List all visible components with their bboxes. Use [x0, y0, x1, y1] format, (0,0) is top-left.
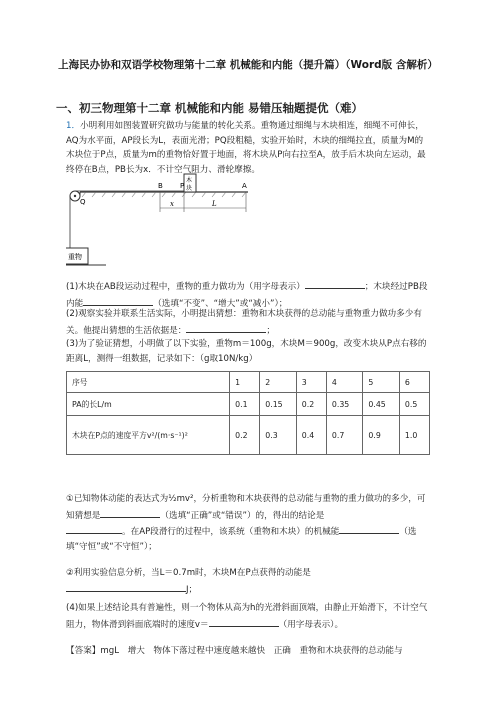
table-cell: 1.0 — [399, 416, 429, 455]
table-cell: 0.9 — [363, 416, 400, 455]
point-A: A — [242, 182, 247, 190]
sub-question-3: (3)为了验证猜想，小明做了以下实验，重物m＝100g，木块M＝900g，改变木块从P点右移的距离L，测得一组数据，记录如下：（g取10N/kg） — [66, 339, 427, 364]
table-header-cell: 6 — [399, 372, 429, 393]
table-header-row — [67, 372, 430, 393]
table-cell: 0.3 — [260, 416, 297, 455]
table-header-cell: 4 — [326, 372, 363, 393]
table-header-cell: 5 — [363, 372, 400, 393]
table-cell: 0.2 — [230, 416, 260, 455]
sub-question-2: (2)观察实验并联系生活实际，小明提出猜想：重物和木块获得的总动能与重物重力做功多少有关。他提出猜想的生活依据是： ； — [66, 309, 422, 336]
table-cell: 0.35 — [326, 393, 363, 416]
table-cell: 0.15 — [260, 393, 297, 416]
point-P: P — [180, 182, 185, 190]
data-table — [66, 371, 430, 455]
answer-blank[interactable] — [66, 581, 186, 592]
answer-blank[interactable] — [186, 322, 266, 333]
table-header-cell: 3 — [296, 372, 326, 393]
table-row — [67, 393, 430, 416]
table-cell: 0.1 — [230, 393, 260, 416]
L-dimension: L — [212, 200, 217, 208]
question-intro — [66, 119, 430, 177]
table-cell: 0.5 — [399, 393, 429, 416]
answer-blank[interactable] — [209, 616, 279, 627]
answer-blank[interactable] — [305, 278, 365, 289]
page-title: 上海民办协和双语学校物理第十二章 机械能和内能（提升篇）（Word版 含解析） — [58, 59, 438, 71]
weight-label: 重物 — [68, 253, 82, 261]
sub-question-1: (1)木块在AB段运动过程中，重物的重力做功为（用字母表示） ；木块经过PB段内能 （选填“不变”、“增大”或“减小”）； — [66, 278, 430, 311]
table-row-label: PA的长L/m — [67, 393, 230, 416]
table-row — [67, 416, 430, 455]
block-label-2: 块 — [186, 185, 193, 192]
table-cell: 0.45 — [363, 393, 400, 416]
section-heading: 一、初三物理第十二章 机械能和内能 易错压轴题提优（难） — [56, 101, 364, 115]
table-row-label: 木块在P点的速度平方v²/(m·s⁻¹)² — [67, 416, 230, 455]
table-header-cell: 1 — [230, 372, 260, 393]
table-cell: 0.4 — [296, 416, 326, 455]
answer-blank[interactable] — [83, 295, 153, 306]
point-Q: Q — [80, 198, 86, 206]
answer-text: mgL 增大 物体下落过程中速度越来越快 正确 重物和木块获得的总动能与 — [100, 646, 403, 656]
answer-line — [66, 644, 430, 659]
question-number: 1． — [66, 121, 81, 131]
answer-blank[interactable] — [66, 523, 122, 534]
block-label-1: 木 — [186, 177, 193, 184]
table-header-cell: 序号 — [67, 372, 230, 393]
table-cell: 0.2 — [296, 393, 326, 416]
sub-question-3a: ①已知物体动能的表达式为½mv²，分析重物和木块获得的总动能与重物的重力做功的多少，可知猜想是 （选填“正确”或“错误”）的，得出的结论是 。在AP段滑行的过程中，该系统（重物和木块）的机械能 （选填“守恒”或“不守恒”）； — [66, 494, 426, 552]
point-B: B — [158, 182, 163, 190]
table-header-cell: 2 — [260, 372, 297, 393]
sub-question-3b: ②利用实验信息分析，当L＝0.7m时，木块M在P点获得的动能是 J； — [66, 568, 311, 595]
question-text: 小明利用如图装置研究做功与能量的转化关系。重物通过细绳与木块相连，细绳不可伸长，AQ为水平面，AP段长为L，表面光滑；PQ段粗糙，实验开始时，木块的细绳拉直，质量为M的木块位于P点，质量为m的重物恰好置于地面，将木块从P向右拉至A，放手后木块向左运动，最终停在B点，PB长为x．不计空气阻力、滑轮摩擦。 — [66, 121, 426, 175]
apparatus-figure — [66, 172, 252, 276]
table-cell: 0.7 — [326, 416, 363, 455]
sub-question-4: (4)如果上述结论具有普遍性，则一个物体从高为h的光滑斜面顶端，由静止开始滑下，不计空气阻力，物体滑到斜面底端时的速度v＝ （用字母表示）。 — [66, 603, 428, 630]
x-dimension: x — [170, 200, 174, 208]
answer-blank[interactable] — [339, 523, 399, 534]
answer-label: 【答案】 — [66, 646, 101, 656]
surface-hatch — [82, 192, 246, 197]
answer-blank[interactable] — [100, 507, 160, 518]
